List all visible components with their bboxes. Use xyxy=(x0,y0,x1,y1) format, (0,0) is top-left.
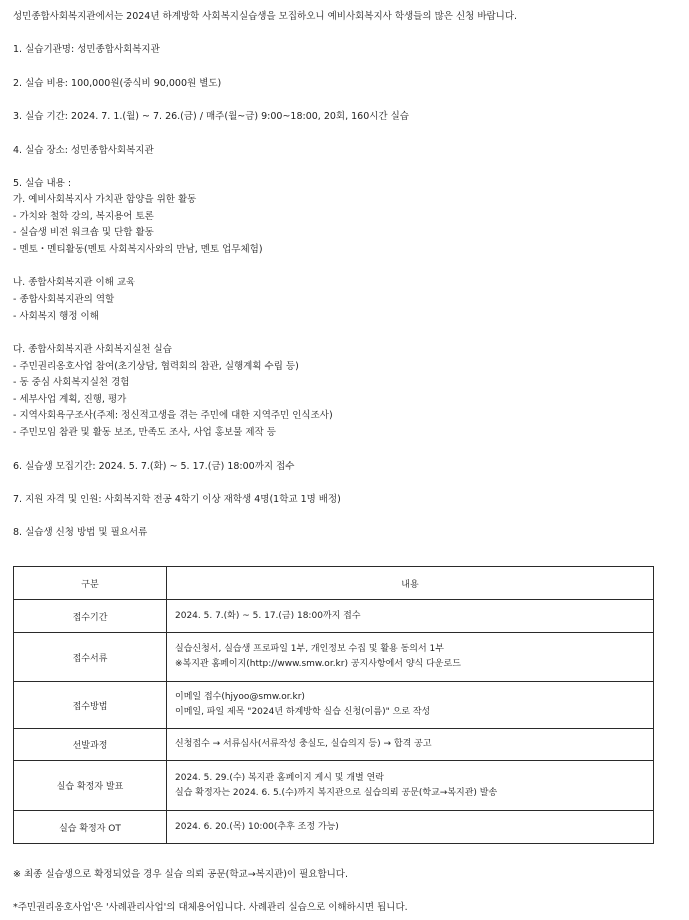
row-label: 실습 확정자 발표 xyxy=(14,761,167,811)
group-a-bullet: - 멘토・멘티활동(멘토 사회복지사와의 만남, 멘토 업무체험) xyxy=(13,244,263,255)
row-content-line: 실습신청서, 실습생 프로파일 1부, 개인정보 수집 및 활용 동의서 1부 xyxy=(175,644,444,654)
row-label: 접수방법 xyxy=(14,682,167,729)
group-b-title: 나. 종합사회복지관 이해 교육 xyxy=(13,277,136,288)
item-cost: 2. 실습 비용: 100,000원(중식비 90,000원 별도) xyxy=(13,78,222,89)
row-content-line: 2024. 5. 7.(화) ~ 5. 17.(금) 18:00까지 접수 xyxy=(175,610,361,621)
row-content xyxy=(167,729,654,761)
note-terminology: *주민권리옹호사업'은 '사례관리사업'의 대체용어입니다. 사례관리 실습으로 이해하시면 됩니다. xyxy=(13,902,408,913)
item-org: 1. 실습기관명: 성민종합사회복지관 xyxy=(13,44,160,55)
group-a-bullet: - 가치와 철학 강의, 복지용어 토론 xyxy=(13,211,154,222)
group-a-title: 가. 예비사회복지사 가치관 함양을 위한 활동 xyxy=(13,194,197,205)
row-label: 접수기간 xyxy=(14,600,167,633)
row-content-line: ※복지관 홈페이지(http://www.smw.or.kr) 공지사항에서 양식 다운로드 xyxy=(175,659,461,669)
table-row xyxy=(14,600,654,633)
row-label: 접수서류 xyxy=(14,633,167,682)
application-table xyxy=(13,566,654,844)
intro-text: 성민종합사회복지관에서는 2024년 하계방학 사회복지실습생을 모집하오니 예비사회복지사 학생들의 많은 신청 바랍니다. xyxy=(13,11,518,22)
row-content-line: 이메일 접수(hjyoo@smw.or.kr) xyxy=(175,692,305,702)
group-c-bullet: - 주민권리옹호사업 참여(초기상담, 협력회의 참관, 실행계획 수립 등) xyxy=(13,361,299,372)
table-header-row xyxy=(14,567,654,600)
group-c-title: 다. 종합사회복지관 사회복지실천 실습 xyxy=(13,344,172,355)
row-content xyxy=(167,682,654,729)
row-content xyxy=(167,600,654,633)
item-qualification: 7. 지원 자격 및 인원: 사회복지학 전공 4학기 이상 재학생 4명(1학교 1명 배정) xyxy=(13,494,341,505)
group-a-bullet: - 실습생 비전 워크숍 및 단합 활동 xyxy=(13,227,154,238)
row-content xyxy=(167,633,654,682)
table-header-content: 내용 xyxy=(167,567,654,600)
table-row xyxy=(14,729,654,761)
table-row xyxy=(14,761,654,811)
row-label: 실습 확정자 OT xyxy=(14,811,167,844)
group-b-bullet: - 종합사회복지관의 역할 xyxy=(13,294,115,305)
item-place: 4. 실습 장소: 성민종합사회복지관 xyxy=(13,145,154,156)
note-confirmation: ※ 최종 실습생으로 확정되었을 경우 실습 의뢰 공문(학교→복지관)이 필요합니다. xyxy=(13,869,348,880)
item-method-title: 8. 실습생 신청 방법 및 필요서류 xyxy=(13,527,148,538)
group-c-bullet: - 동 중심 사회복지실천 경험 xyxy=(13,377,130,388)
row-content xyxy=(167,761,654,811)
table-row xyxy=(14,682,654,729)
row-content-line: 2024. 5. 29.(수) 복지관 홈페이지 게시 및 개별 연락 xyxy=(175,772,384,783)
row-label: 선발과정 xyxy=(14,729,167,761)
group-c-bullet: - 지역사회욕구조사(주제: 정신적고생을 겪는 주민에 대한 지역주민 인식조사) xyxy=(13,410,333,421)
group-b-bullet: - 사회복지 행정 이해 xyxy=(13,311,99,322)
group-c-bullet: - 세부사업 계획, 진행, 평가 xyxy=(13,394,127,405)
table-row xyxy=(14,811,654,844)
row-content-line: 신청접수 → 서류심사(서류작성 충실도, 실습의지 등) → 합격 공고 xyxy=(175,739,432,749)
group-c-bullet: - 주민모임 참관 및 활동 보조, 만족도 조사, 사업 홍보물 제작 등 xyxy=(13,427,276,438)
table-header-category: 구분 xyxy=(14,567,167,600)
item-period: 3. 실습 기간: 2024. 7. 1.(월) ~ 7. 26.(금) / 매주(월~금) 9:00~18:00, 20회, 160시간 실습 xyxy=(13,111,409,122)
row-content-line: 이메일, 파일 제목 "2024년 하계방학 실습 신청(이름)" 으로 작성 xyxy=(175,707,431,717)
row-content-line: 실습 확정자는 2024. 6. 5.(수)까지 복지관으로 실습의뢰 공문(학교→복지관) 발송 xyxy=(175,787,498,798)
item-recruit-period: 6. 실습생 모집기간: 2024. 5. 7.(화) ~ 5. 17.(금) 18:00까지 접수 xyxy=(13,461,295,472)
table-row xyxy=(14,633,654,682)
row-content xyxy=(167,811,654,844)
item-content-title: 5. 실습 내용 : xyxy=(13,178,72,189)
row-content-line: 2024. 6. 20.(목) 10:00(추후 조정 가능) xyxy=(175,821,339,832)
